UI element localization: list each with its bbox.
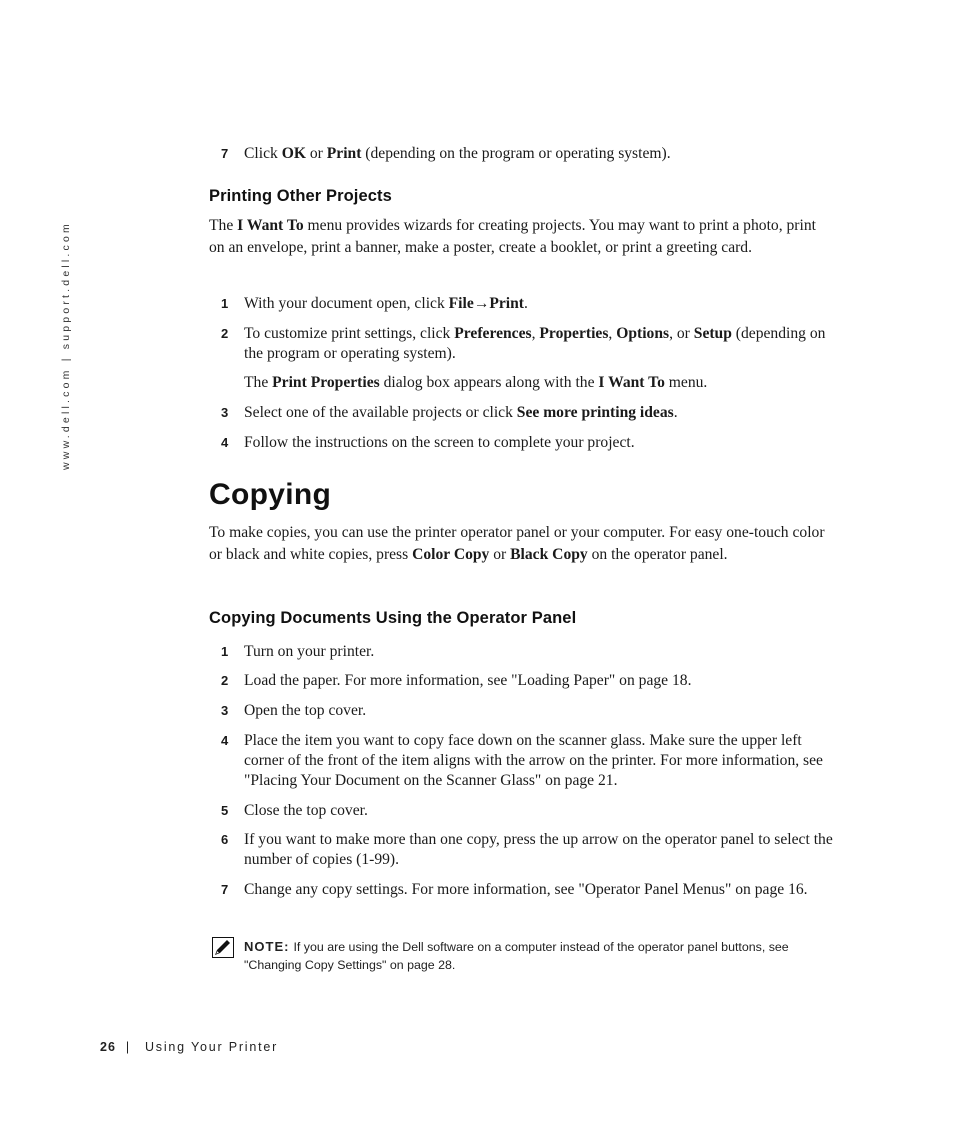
list-item: 2 To customize print settings, click Preferences, Properties, Options, or Setup (depending on the program or operating system). (221, 325, 826, 362)
step-number: 6 (221, 832, 229, 847)
step-number: 2 (221, 673, 229, 688)
step-number: 3 (221, 405, 229, 420)
step-number: 4 (221, 435, 229, 450)
step-number: 4 (221, 733, 229, 748)
list-item: 4 Follow the instructions on the screen to complete your project. (221, 434, 635, 451)
note-text: If you are using the Dell software on a computer instead of the operator panel buttons, see "Changing Copy Settings" on page 28. (244, 940, 789, 972)
list-item: 6 If you want to make more than one copy, press the up arrow on the operator panel to select the number of copies (1-99). (221, 831, 833, 868)
list-item: 3 Select one of the available projects or click See more printing ideas. (221, 404, 678, 421)
step-number: 1 (221, 296, 229, 311)
note-label: NOTE: (244, 939, 290, 954)
step-number: 7 (221, 882, 229, 897)
page-footer (100, 1040, 278, 1054)
list-item: 5 Close the top cover. (221, 802, 368, 819)
step-number: 2 (221, 326, 229, 341)
list-item: 7 Change any copy settings. For more information, see "Operator Panel Menus" on page 16. (221, 881, 808, 898)
side-url: www.dell.com | support.dell.com (60, 221, 72, 470)
printing-intro: The I Want To menu provides wizards for creating projects. You may want to print a photo, print on an envelope, print a banner, make a poster, create a booklet, or print a greeting card. (209, 217, 816, 256)
footer-separator: | (125, 1040, 131, 1054)
section-heading-printing: Printing Other Projects (209, 187, 392, 205)
list-item: 1 Turn on your printer. (221, 643, 375, 660)
note-block (244, 938, 844, 974)
page-number: 26 (100, 1040, 116, 1054)
step-number: 1 (221, 644, 229, 659)
list-item-continuation: The Print Properties dialog box appears along with the I Want To menu. (244, 374, 708, 391)
list-item: 7 Click OK or Print (depending on the program or operating system). (221, 145, 671, 162)
step-number: 7 (221, 146, 229, 161)
list-item: 2 Load the paper. For more information, see "Loading Paper" on page 18. (221, 672, 692, 689)
copying-intro: To make copies, you can use the printer operator panel or your computer. For easy one-touch color or black and white copies, press Color Copy or Black Copy on the operator panel. (209, 524, 825, 563)
list-item: 4 Place the item you want to copy face down on the scanner glass. Make sure the upper left corner of the front of the item aligns with the arrow on the printer. For more information, see "Placing Your Document on the Scanner Glass" on page 21. (221, 732, 823, 789)
list-item: 1 With your document open, click File→Print. (221, 295, 528, 312)
footer-title: Using Your Printer (144, 1040, 279, 1054)
step-number: 5 (221, 803, 229, 818)
chapter-heading-copying: Copying (209, 478, 332, 511)
list-item: 3 Open the top cover. (221, 702, 367, 719)
step-number: 3 (221, 703, 229, 718)
pencil-note-icon (212, 937, 234, 958)
section-heading-copying-docs: Copying Documents Using the Operator Panel (209, 609, 577, 627)
